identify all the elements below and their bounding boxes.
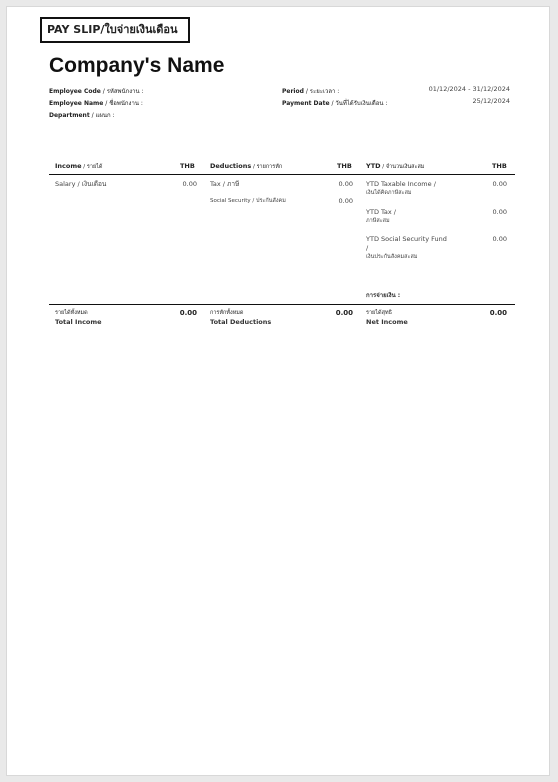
employee-name-label: Employee Name / ชื่อพนักงาน : — [49, 100, 143, 107]
ytd-row-label: YTD Tax / ภาษีสะสม — [366, 208, 396, 224]
ytd-row-value: 0.00 — [492, 208, 507, 216]
deductions-header: Deductions / รายการหัก — [210, 162, 283, 170]
payslip-title: PAY SLIP/ใบจ่ายเงินเดือน — [40, 17, 190, 43]
deductions-currency-header: THB — [337, 162, 352, 170]
period-label: Period / ระยะเวลา : — [282, 88, 340, 95]
header-divider — [49, 174, 515, 175]
total-income-value: 0.00 — [179, 309, 197, 317]
deduction-row-value: 0.00 — [338, 197, 353, 205]
payment-date-label: Payment Date / วันที่ได้รับเงินเดือน : — [282, 100, 388, 107]
deduction-row-label: Tax / ภาษี — [210, 180, 240, 188]
net-income-value: 0.00 — [489, 309, 507, 317]
company-name: Company's Name — [49, 54, 225, 77]
total-deductions-label: การหักทั้งหมด Total Deductions — [210, 310, 272, 326]
employee-code-label: Employee Code / รหัสพนักงาน : — [49, 88, 144, 95]
ytd-header: YTD / จำนวนเงินสะสม — [366, 162, 425, 170]
income-row-value: 0.00 — [182, 180, 197, 188]
payslip-page — [6, 6, 550, 776]
net-income-label: รายได้สุทธิ Net Income — [366, 310, 408, 326]
payment-method-label: การจ่ายเงิน : — [366, 292, 401, 299]
period-value: 01/12/2024 - 31/12/2024 — [428, 85, 510, 93]
department-label: Department / แผนก : — [49, 112, 115, 119]
total-income-label: รายได้ทั้งหมด Total Income — [55, 310, 102, 326]
deduction-row-value: 0.00 — [338, 180, 353, 188]
ytd-row-value: 0.00 — [492, 235, 507, 243]
income-header: Income / รายได้ — [55, 162, 103, 170]
income-currency-header: THB — [180, 162, 195, 170]
ytd-row-label: YTD Social Security Fund / เงินประกันสังคมสะสม — [366, 235, 447, 260]
deduction-row-label: Social Security / ประกันสังคม — [210, 198, 286, 204]
payment-date-value: 25/12/2024 — [472, 97, 510, 105]
total-deductions-value: 0.00 — [335, 309, 353, 317]
ytd-row-value: 0.00 — [492, 180, 507, 188]
income-row-label: Salary / เงินเดือน — [55, 180, 107, 188]
ytd-row-label: YTD Taxable Income / เงินได้คิดภาษีสะสม — [366, 180, 436, 196]
totals-divider — [49, 304, 515, 305]
ytd-currency-header: THB — [492, 162, 507, 170]
